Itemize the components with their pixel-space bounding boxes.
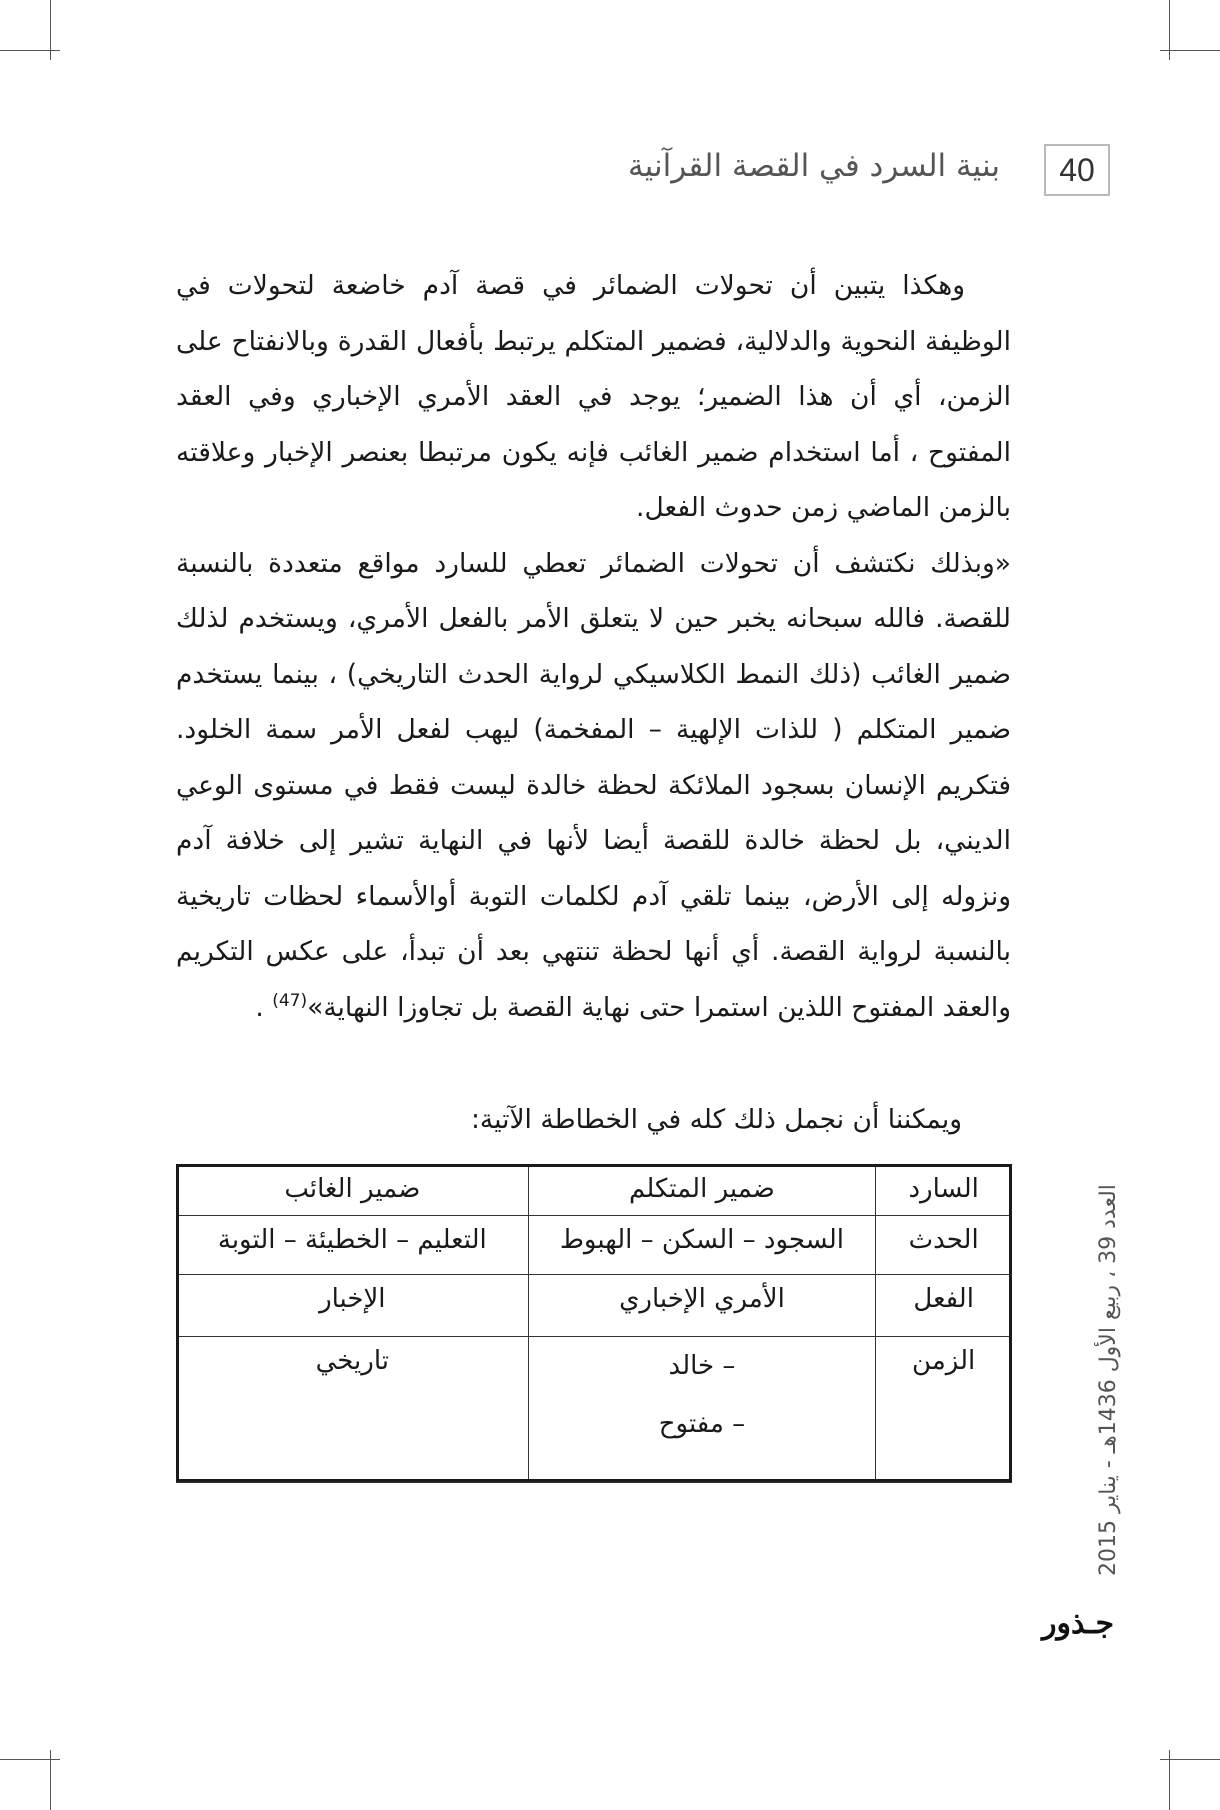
- table-cell: تاريخي: [177, 1337, 529, 1483]
- table-row: [177, 1216, 1012, 1275]
- time-item: – خالد: [668, 1351, 736, 1381]
- crop-mark: [0, 1759, 60, 1760]
- table-cell: التعليم – الخطيئة – التوبة: [177, 1216, 529, 1275]
- table-cell: الأمري الإخباري: [528, 1275, 876, 1337]
- quote-text: «وبذلك نكتشف أن تحولات الضمائر تعطي للسارد مواقع متعددة بالنسبة للقصة. فالله سبحانه يخبر حين لا يتعلق الأمر بالفعل الأمري، ويستخدم لذلك ضمير الغائب (ذلك النمط الكلاسيكي لرواية الحدث التاريخي) ، بينما يستخدم ضمير المتكلم ( للذات الإلهية – المفخمة) ليهب لفعل الأمر سمة الخلود. فتكريم الإنسان بسجود الملائكة لحظة خالدة ليست فقط في مستوى الوعي الديني، بل لحظة خالدة للقصة أيضا لأنها في النهاية تشير إلى خلافة آدم ونزوله إلى الأرض، بينما تلقي آدم لكلمات التوبة أوالأسماء لحظات تاريخية بالنسبة لرواية القصة. أي أنها لحظة تنتهي بعد أن تبدأ، على عكس التكريم والعقد المفتوح اللذين استمرا حتى نهاية القصة بل تجاوزا النهاية»: [176, 547, 1011, 1023]
- table-row: [177, 1165, 1012, 1216]
- table-cell: [528, 1337, 876, 1483]
- scheme-table: [176, 1164, 1012, 1483]
- table-cell: السجود – السكن – الهبوط: [528, 1216, 876, 1275]
- crop-mark: [1169, 1750, 1170, 1810]
- page-number: 40: [1044, 144, 1110, 196]
- table-row: [177, 1275, 1012, 1337]
- footnote-reference[interactable]: (47): [272, 990, 308, 1011]
- table-cell: الزمن: [876, 1337, 1012, 1483]
- table-cell: الفعل: [876, 1275, 1012, 1337]
- article-body: [176, 258, 1011, 1035]
- time-item: – مفتوح: [658, 1409, 746, 1439]
- table-cell: ضمير الغائب: [177, 1165, 529, 1216]
- crop-mark: [50, 0, 51, 60]
- crop-mark: [0, 50, 60, 51]
- scheme-intro: ويمكننا أن نجمل ذلك كله في الخطاطة الآتية:: [470, 1104, 962, 1135]
- journal-logo: جـذور: [1041, 1606, 1115, 1641]
- crop-mark: [50, 1750, 51, 1810]
- table-cell: ضمير المتكلم: [528, 1165, 876, 1216]
- table-cell: الحدث: [876, 1216, 1012, 1275]
- quoted-paragraph: [176, 536, 1011, 1036]
- running-header-title: بنية السرد في القصة القرآنية: [628, 148, 1000, 184]
- issue-info: العدد 39 ، ربيع الأول 1436هـ - يناير 2015: [1096, 1184, 1121, 1576]
- table-cell: الإخبار: [177, 1275, 529, 1337]
- table-row: [177, 1337, 1012, 1483]
- table-cell: السارد: [876, 1165, 1012, 1216]
- crop-mark: [1169, 0, 1170, 60]
- paragraph: وهكذا يتبين أن تحولات الضمائر في قصة آدم خاضعة لتحولات في الوظيفة النحوية والدلالية، فضمير المتكلم يرتبط بأفعال القدرة وبالانفتاح على الزمن، أي أن هذا الضمير؛ يوجد في العقد الأمري الإخباري وفي العقد المفتوح ، أما استخدام ضمير الغائب فإنه يكون مرتبطا بعنصر الإخبار وعلاقته بالزمن الماضي زمن حدوث الفعل.: [176, 270, 1011, 523]
- paragraph-end: .: [255, 991, 273, 1023]
